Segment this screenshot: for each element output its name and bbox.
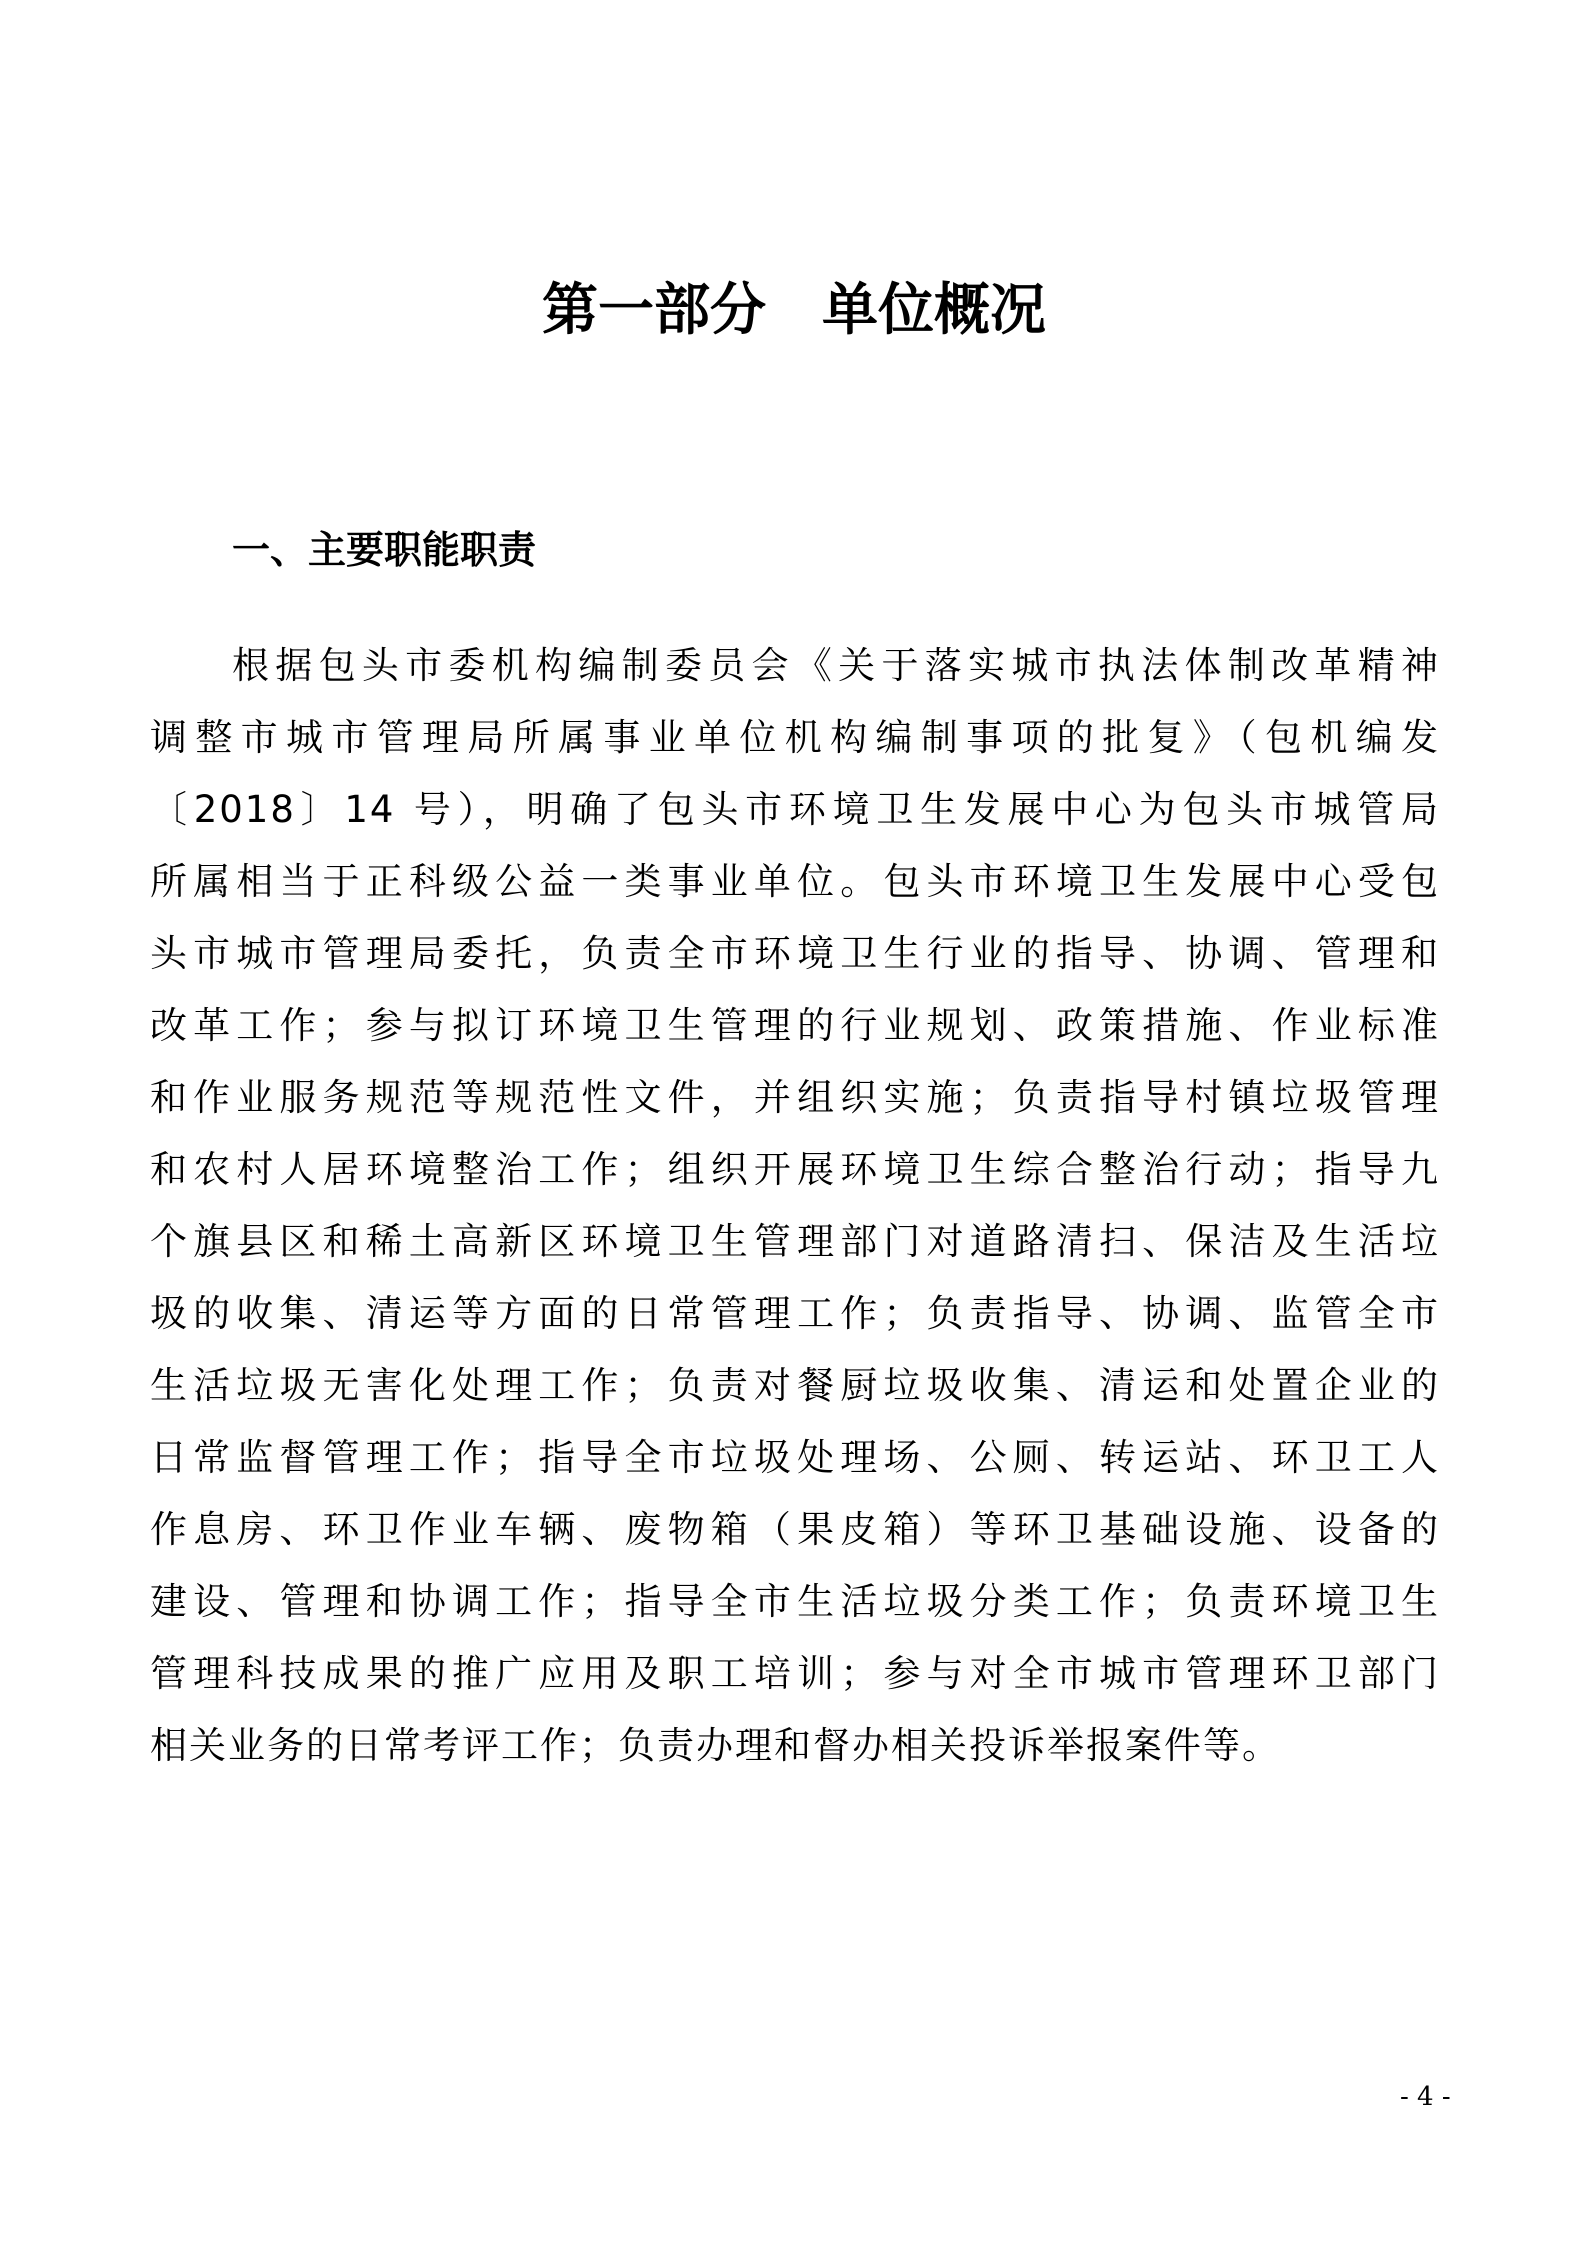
body-line: 根据包头市委机构编制委员会《关于落实城市执法体制改革精神 bbox=[232, 644, 1440, 687]
body-line: 日常监督管理工作；指导全市垃圾处理场、公厕、转运站、环卫工人 bbox=[150, 1436, 1440, 1479]
body-line: 和农村人居环境整治工作；组织开展环境卫生综合整治行动；指导九 bbox=[150, 1148, 1440, 1191]
part-title: 第一部分 单位概况 bbox=[542, 277, 1046, 343]
body-line: 〔2018〕14 号），明确了包头市环境卫生发展中心为包头市城管局 bbox=[150, 788, 1440, 831]
body-line: 管理科技成果的推广应用及职工培训；参与对全市城市管理环卫部门 bbox=[150, 1652, 1440, 1695]
body-line: 和作业服务规范等规范性文件，并组织实施；负责指导村镇垃圾管理 bbox=[150, 1076, 1440, 1119]
body-line: 圾的收集、清运等方面的日常管理工作；负责指导、协调、监管全市 bbox=[150, 1292, 1440, 1335]
body-line: 改革工作；参与拟订环境卫生管理的行业规划、政策措施、作业标准 bbox=[150, 1004, 1440, 1047]
body-line: 建设、管理和协调工作；指导全市生活垃圾分类工作；负责环境卫生 bbox=[150, 1580, 1440, 1623]
body-line: 相关业务的日常考评工作；负责办理和督办相关投诉举报案件等。 bbox=[150, 1724, 1281, 1767]
body-line: 头市城市管理局委托，负责全市环境卫生行业的指导、协调、管理和 bbox=[150, 932, 1440, 975]
body-line: 调整市城市管理局所属事业单位机构编制事项的批复》（包机编发 bbox=[150, 716, 1440, 759]
body-line: 生活垃圾无害化处理工作；负责对餐厨垃圾收集、清运和处置企业的 bbox=[150, 1364, 1440, 1407]
body-paragraph bbox=[150, 630, 1440, 1782]
body-line: 所属相当于正科级公益一类事业单位。包头市环境卫生发展中心受包 bbox=[150, 860, 1440, 903]
body-line: 作息房、环卫作业车辆、废物箱（果皮箱）等环卫基础设施、设备的 bbox=[150, 1508, 1440, 1551]
section-heading: 一、主要职能职责 bbox=[232, 528, 537, 572]
body-line: 个旗县区和稀土高新区环境卫生管理部门对道路清扫、保洁及生活垃 bbox=[150, 1220, 1440, 1263]
page-number: - 4 - bbox=[1400, 2082, 1451, 2112]
